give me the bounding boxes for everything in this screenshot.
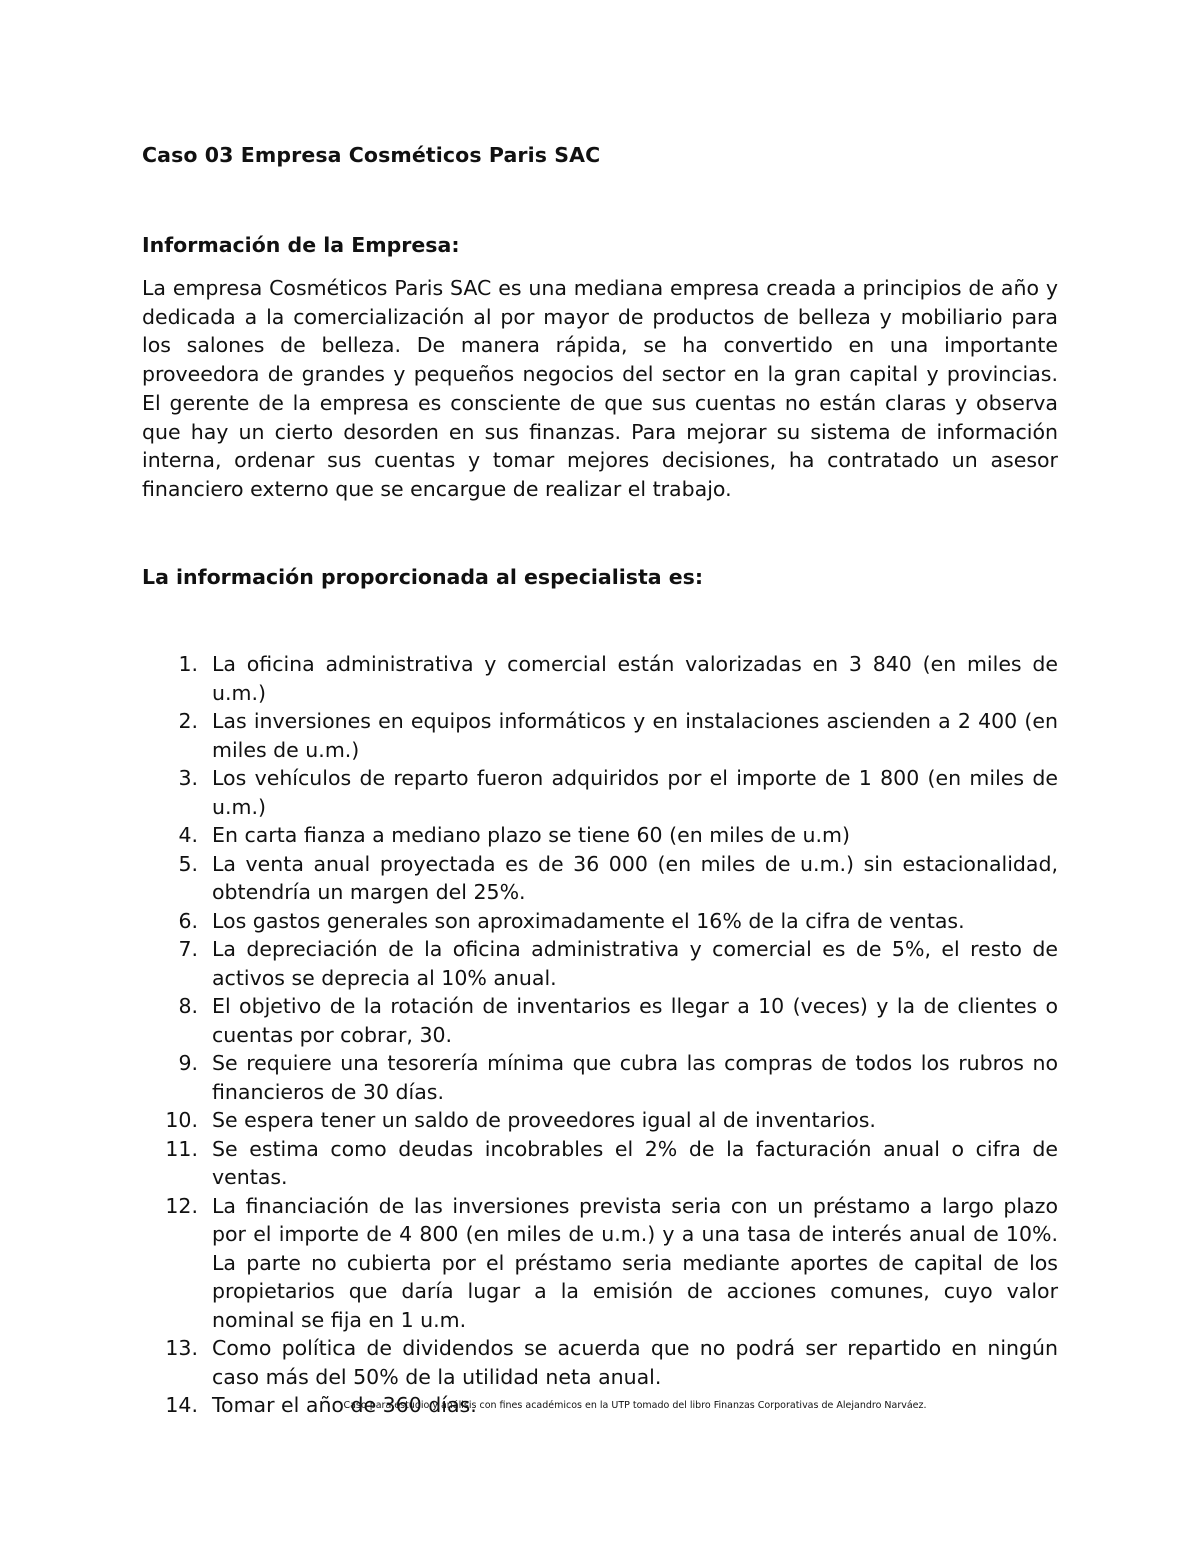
list-item-number: 2.	[178, 709, 198, 733]
list-item-text: La financiación de las inversiones prevista seria con un préstamo a largo plazo por el importe de 4 800 (en miles de u.m.) y a una tasa de interés anual de 10%. La parte no cubierta por el préstamo seria mediante aportes de capital de los propietarios que daría lugar a la emisión de acciones comunes, cuyo valor nominal se fija en 1 u.m.	[212, 1193, 1058, 1332]
list-item	[142, 1049, 1058, 1106]
list-item	[142, 850, 1058, 907]
company-info-paragraph: La empresa Cosméticos Paris SAC es una mediana empresa creada a principios de año y dedicada a la comercialización al por mayor de productos de belleza y mobiliario para los salones de belleza. De manera rápida, se ha convertido en una importante proveedora de grandes y pequeños negocios del sector en la gran capital y provincias. El gerente de la empresa es consciente de que sus cuentas no están claras y observa que hay un cierto desorden en sus finanzas. Para mejorar su sistema de información interna, ordenar sus cuentas y tomar mejores decisiones, ha contratado un asesor financiero externo que se encargue de realizar el trabajo.	[142, 276, 1058, 501]
list-item-text: Se espera tener un saldo de proveedores igual al de inventarios.	[212, 1108, 876, 1132]
list-item-number: 5.	[178, 851, 198, 876]
list-item	[142, 1192, 1058, 1335]
list-item-number: 3.	[178, 766, 198, 790]
list-item-text: La venta anual proyectada es de 36 000 (en miles de u.m.) sin estacionalidad, obtendría un margen del 25%.	[212, 851, 1058, 904]
list-item-text: Las inversiones en equipos informáticos y en instalaciones ascienden a 2 400 (en miles de u.m.)	[212, 709, 1058, 762]
list-item	[142, 1334, 1058, 1391]
requirements-list	[142, 650, 1058, 1420]
list-item-number: 11.	[165, 1136, 198, 1161]
list-item-number: 8.	[178, 994, 198, 1018]
provided-info-heading: La información proporcionada al especialista es:	[142, 565, 704, 589]
list-item	[142, 707, 1058, 764]
list-item	[142, 907, 1058, 936]
list-item-number: 7.	[178, 937, 198, 961]
list-item-text: La depreciación de la oficina administrativa y comercial es de 5%, el resto de activos se deprecia al 10% anual.	[212, 937, 1058, 990]
list-item-number: 14.	[165, 1393, 198, 1417]
list-item-text: Los gastos generales son aproximadamente el 16% de la cifra de ventas.	[212, 908, 965, 933]
list-item-number: 10.	[165, 1108, 198, 1132]
list-item	[142, 1106, 1058, 1135]
list-item	[142, 764, 1058, 821]
list-item-text: Los vehículos de reparto fueron adquiridos por el importe de 1 800 (en miles de u.m.)	[212, 766, 1058, 819]
list-item-number: 1.	[178, 652, 198, 676]
list-item-number: 13.	[165, 1336, 198, 1360]
list-item-number: 9.	[178, 1051, 198, 1075]
footer-note: Caso para estudio y análisis con fines académicos en la UTP tomado del libro Finanzas Corporativas de Alejandro Narváez.	[343, 1400, 927, 1411]
list-item-number: 6.	[178, 908, 198, 933]
list-item-text: Se requiere una tesorería mínima que cubra las compras de todos los rubros no financieros de 30 días.	[212, 1051, 1058, 1104]
list-item	[142, 650, 1058, 707]
list-item-number: 4.	[178, 823, 198, 847]
list-item-text: Tomar el año de 360 días.	[212, 1393, 477, 1417]
list-item	[142, 935, 1058, 992]
list-item-text: Se estima como deudas incobrables el 2% de la facturación anual o cifra de ventas.	[212, 1136, 1058, 1189]
list-item	[142, 1135, 1058, 1192]
list-item-text: Como política de dividendos se acuerda que no podrá ser repartido en ningún caso más del 50% de la utilidad neta anual.	[212, 1336, 1058, 1389]
company-info-heading: Información de la Empresa:	[142, 233, 460, 257]
list-item	[142, 992, 1058, 1049]
list-item-number: 12.	[165, 1193, 198, 1218]
list-item-text: El objetivo de la rotación de inventarios es llegar a 10 (veces) y la de clientes o cuentas por cobrar, 30.	[212, 994, 1058, 1047]
list-item-text: En carta fianza a mediano plazo se tiene 60 (en miles de u.m)	[212, 823, 851, 847]
list-item-text: La oficina administrativa y comercial están valorizadas en 3 840 (en miles de u.m.)	[212, 652, 1058, 705]
list-item	[142, 821, 1058, 850]
document-title: Caso 03 Empresa Cosméticos Paris SAC	[142, 143, 601, 167]
